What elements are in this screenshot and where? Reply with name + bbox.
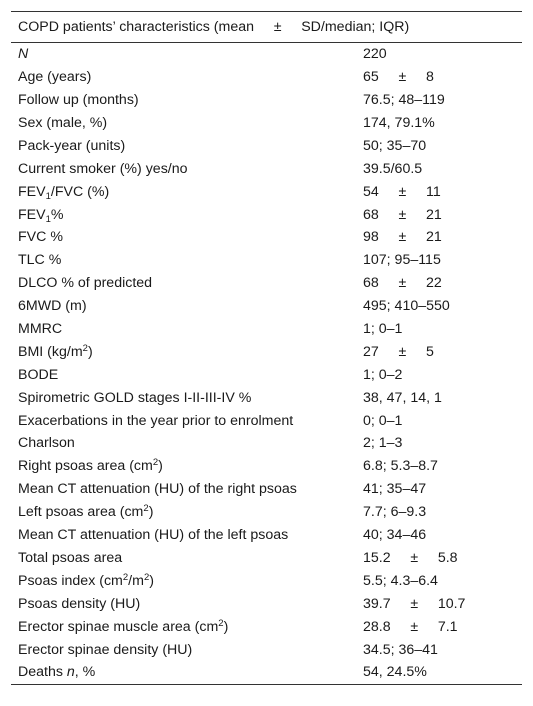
row-label-text: MMRC	[18, 321, 63, 338]
row-label-suffix: )	[87, 343, 93, 360]
row-value: 1; 0–2	[363, 366, 403, 383]
row-value: 38, 47, 14, 1	[363, 389, 442, 406]
copd-characteristics-table	[11, 11, 522, 685]
row-label-text: Sex (male, %)	[18, 115, 108, 132]
header-row	[11, 12, 522, 43]
row-label-subscript: 1	[45, 190, 51, 202]
row-value: 76.5; 48–119	[363, 92, 445, 109]
row-label-text: DLCO % of predicted	[18, 275, 153, 292]
table-row	[11, 501, 522, 524]
table-row	[11, 180, 522, 203]
row-label	[11, 569, 363, 592]
table-row	[11, 569, 522, 592]
row-label-text: Total psoas area	[18, 549, 123, 566]
row-label	[11, 135, 363, 158]
row-value: 54, 24.5%	[363, 664, 427, 681]
row-label	[11, 478, 363, 501]
row-label	[11, 272, 363, 295]
row-label	[11, 203, 363, 226]
row-label-text: Mean CT attenuation (HU) of the right psoas	[18, 481, 297, 498]
table-row	[11, 341, 522, 364]
table-row	[11, 135, 522, 158]
row-value: 39.7 ± 10.7	[363, 595, 466, 612]
row-label-text: FEV	[18, 206, 46, 223]
row-label-text: Erector spinae muscle area (cm	[18, 618, 219, 635]
row-value: 220	[363, 46, 387, 63]
table-row	[11, 386, 522, 409]
table-row	[11, 547, 522, 570]
row-label-superscript: 2	[143, 503, 149, 515]
row-label-text: Pack-year (units)	[18, 137, 126, 154]
row-label	[11, 112, 363, 135]
row-label-text: BMI (kg/m	[18, 343, 83, 360]
table-row	[11, 592, 522, 615]
row-label-text: Charlson	[18, 435, 75, 452]
row-label	[11, 66, 363, 89]
row-label-text: FEV	[18, 183, 46, 200]
row-label-suffix: )	[148, 504, 154, 521]
row-label-text: Left psoas area (cm	[18, 504, 144, 521]
row-label-text: Current smoker (%) yes/no	[18, 160, 188, 177]
table-header	[11, 12, 522, 43]
row-label	[11, 341, 363, 364]
table-row	[11, 615, 522, 638]
row-label-text: BODE	[18, 366, 59, 383]
row-value: 5.5; 4.3–6.4	[363, 572, 438, 589]
row-value: 40; 34–46	[363, 527, 427, 544]
row-label	[11, 661, 363, 684]
row-label-text: Follow up (months)	[18, 92, 139, 109]
row-label-suffix: )	[149, 572, 154, 589]
row-label	[11, 363, 363, 386]
row-label-superscript: 2	[82, 342, 88, 354]
row-label-text: Deaths	[18, 664, 67, 681]
row-value: 50; 35–70	[363, 137, 427, 154]
row-label-text: Psoas density (HU)	[18, 595, 141, 612]
row-label	[11, 249, 363, 272]
row-label-subscript: 1	[45, 213, 51, 225]
row-value: 39.5/60.5	[363, 160, 423, 177]
row-value: 68 ± 22	[363, 275, 442, 292]
row-value: 6.8; 5.3–8.7	[363, 458, 438, 475]
table-row	[11, 363, 522, 386]
row-label-suffix: /m	[128, 572, 144, 589]
row-label-text: FVC %	[18, 229, 63, 246]
row-value: 7.7; 6–9.3	[363, 504, 427, 521]
row-label-suffix: )	[223, 618, 229, 635]
table-row	[11, 432, 522, 455]
table-row	[11, 409, 522, 432]
row-label	[11, 318, 363, 341]
row-value: 174, 79.1%	[363, 115, 435, 132]
row-label-text: Right psoas area (cm	[18, 458, 153, 475]
row-label-suffix: , %	[74, 664, 96, 681]
row-label-superscript: 2	[122, 571, 129, 583]
row-value: 65 ± 8	[363, 69, 434, 86]
row-value: 28.8 ± 7.1	[363, 618, 458, 635]
row-label	[11, 43, 363, 66]
table-row	[11, 524, 522, 547]
table-row	[11, 318, 522, 341]
row-value: 34.5; 36–41	[363, 641, 438, 658]
row-label	[11, 432, 363, 455]
table-row	[11, 478, 522, 501]
table-row	[11, 157, 522, 180]
row-label-superscript: 2	[143, 571, 150, 583]
table-header-cell: COPD patients’ characteristics (mean ± SD/median; IQR)	[18, 19, 410, 35]
table-row	[11, 272, 522, 295]
row-value: 54 ± 11	[363, 183, 441, 200]
row-label	[11, 226, 363, 249]
copd-characteristics-table-container	[11, 11, 522, 685]
row-label	[11, 638, 363, 661]
row-label-text: N	[18, 46, 29, 63]
row-label	[11, 501, 363, 524]
table-row	[11, 89, 522, 112]
row-value: 107; 95–115	[363, 252, 441, 269]
row-value: 41; 35–47	[363, 481, 427, 498]
row-value: 495; 410–550	[363, 298, 450, 315]
row-label-text: Age (years)	[18, 69, 92, 86]
table-row	[11, 455, 522, 478]
row-label-text: Mean CT attenuation (HU) of the left psoas	[18, 527, 289, 544]
row-label-suffix: %	[50, 206, 64, 223]
table-row	[11, 203, 522, 226]
row-label-text: 6MWD (m)	[18, 298, 87, 315]
table-row	[11, 249, 522, 272]
table-body	[11, 43, 522, 685]
row-label	[11, 295, 363, 318]
table-row	[11, 226, 522, 249]
row-label-text: Erector spinae density (HU)	[18, 641, 193, 658]
row-value: 15.2 ± 5.8	[363, 549, 458, 566]
row-value: 68 ± 21	[363, 206, 442, 223]
row-value: 0; 0–1	[363, 412, 403, 429]
row-label	[11, 592, 363, 615]
row-label-suffix: /FVC (%)	[50, 183, 110, 200]
row-value: 98 ± 21	[363, 229, 442, 246]
row-label-text: TLC %	[18, 252, 62, 269]
row-label	[11, 180, 363, 203]
row-label	[11, 386, 363, 409]
row-label-text: Spirometric GOLD stages I-II-III-IV %	[18, 389, 252, 406]
table-row	[11, 661, 522, 684]
row-value: 1; 0–1	[363, 321, 403, 338]
row-label-text: Psoas index (cm	[18, 572, 123, 589]
row-label	[11, 547, 363, 570]
table-row	[11, 66, 522, 89]
row-label-superscript: 2	[152, 457, 159, 469]
row-label	[11, 455, 363, 478]
row-label-superscript: 2	[218, 617, 224, 629]
table-row	[11, 112, 522, 135]
row-label	[11, 409, 363, 432]
table-row	[11, 43, 522, 66]
row-label	[11, 615, 363, 638]
row-value: 2; 1–3	[363, 435, 403, 452]
row-label-suffix: )	[158, 458, 163, 475]
row-label-text: Exacerbations in the year prior to enrolment	[18, 412, 294, 429]
table-row	[11, 638, 522, 661]
row-label	[11, 524, 363, 547]
table-row	[11, 295, 522, 318]
row-label	[11, 157, 363, 180]
row-label-italic: n	[66, 664, 75, 681]
row-label	[11, 89, 363, 112]
row-value: 27 ± 5	[363, 343, 434, 360]
